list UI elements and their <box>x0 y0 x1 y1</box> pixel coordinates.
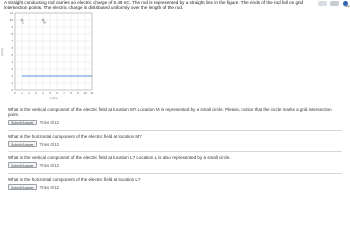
question-1 <box>8 107 338 125</box>
y-tick-label: 3 <box>11 67 13 71</box>
problem-statement: A straight conducting rod carries an electric charge of 5.49 nC. The rod is represented by a straight line in the figure. The ends of the rod fall on grid intersection points. The electric charge is distributed uniformly over the length of the rod. <box>4 0 304 10</box>
x-tick-label: 0 <box>14 91 16 95</box>
y-tick-label: 4 <box>11 60 13 64</box>
y-tick-label: 7 <box>11 39 13 43</box>
top-navigation <box>300 0 350 8</box>
question-2-text: What is the horizontal component of the electric field at location M? <box>8 134 142 139</box>
question-4 <box>8 177 338 190</box>
nav-pill-2[interactable] <box>330 1 339 6</box>
x-tick-label: 10 <box>83 91 87 95</box>
y-tick-label: 9 <box>11 25 13 29</box>
question-divider-3 <box>8 173 342 174</box>
y-tick-labels <box>10 11 14 92</box>
tries-counter-1: Tries 0/12 <box>39 120 59 126</box>
submit-answer-button-4[interactable]: Submit Answer <box>8 184 37 190</box>
tries-counter-3: Tries 0/12 <box>39 162 59 168</box>
submit-answer-button-1[interactable]: Submit Answer <box>8 120 37 126</box>
submit-answer-button-3[interactable]: Submit Answer <box>8 162 37 168</box>
y-tick-label: 2 <box>11 74 13 78</box>
x-tick-label: 2 <box>28 91 30 95</box>
x-axis-label: x (cm) <box>49 96 58 100</box>
x-tick-label: 1 <box>21 91 23 95</box>
question-3-text: What is the vertical component of the electric field at location L? Location L is also represented by a small circle. <box>8 155 231 160</box>
y-tick-label: 5 <box>11 53 13 57</box>
y-tick-label: 11 <box>10 11 13 15</box>
rod-figure <box>0 8 110 106</box>
x-tick-label: 4 <box>42 91 44 95</box>
tries-counter-4: Tries 0/12 <box>39 184 59 190</box>
help-label[interactable]: Help <box>344 5 350 8</box>
x-tick-label: 8 <box>70 91 72 95</box>
x-tick-labels <box>14 91 94 95</box>
x-tick-label: 3 <box>35 91 37 95</box>
x-tick-label: 6 <box>56 91 58 95</box>
y-tick-label: 8 <box>11 32 13 36</box>
question-divider-2 <box>8 151 342 152</box>
question-divider-1 <box>8 130 342 131</box>
x-tick-label: 11 <box>90 91 94 95</box>
y-tick-label: 1 <box>11 81 13 85</box>
y-axis-label: y (cm) <box>0 48 5 56</box>
submit-answer-button-2[interactable]: Submit Answer <box>8 141 37 147</box>
nav-pill-1[interactable] <box>318 1 327 6</box>
location-m-label: M <box>43 20 46 25</box>
question-3 <box>8 155 338 168</box>
location-l-label: L <box>22 20 24 25</box>
y-tick-label: 0 <box>11 88 13 92</box>
question-4-text: What is the horizontal component of the electric field at location L? <box>8 177 141 182</box>
x-tick-label: 5 <box>49 91 51 95</box>
question-1-text: What is the vertical component of the electric field at location M? Location M is represented by a small circle. Please, notice that the circle marks a grid intersection point. <box>8 107 332 118</box>
grid-frame <box>15 13 92 90</box>
x-tick-label: 9 <box>77 91 79 95</box>
x-tick-label: 7 <box>63 91 65 95</box>
question-2 <box>8 134 338 147</box>
tries-counter-2: Tries 0/12 <box>39 141 59 147</box>
y-tick-label: 6 <box>11 46 13 50</box>
y-tick-label: 10 <box>9 18 13 22</box>
